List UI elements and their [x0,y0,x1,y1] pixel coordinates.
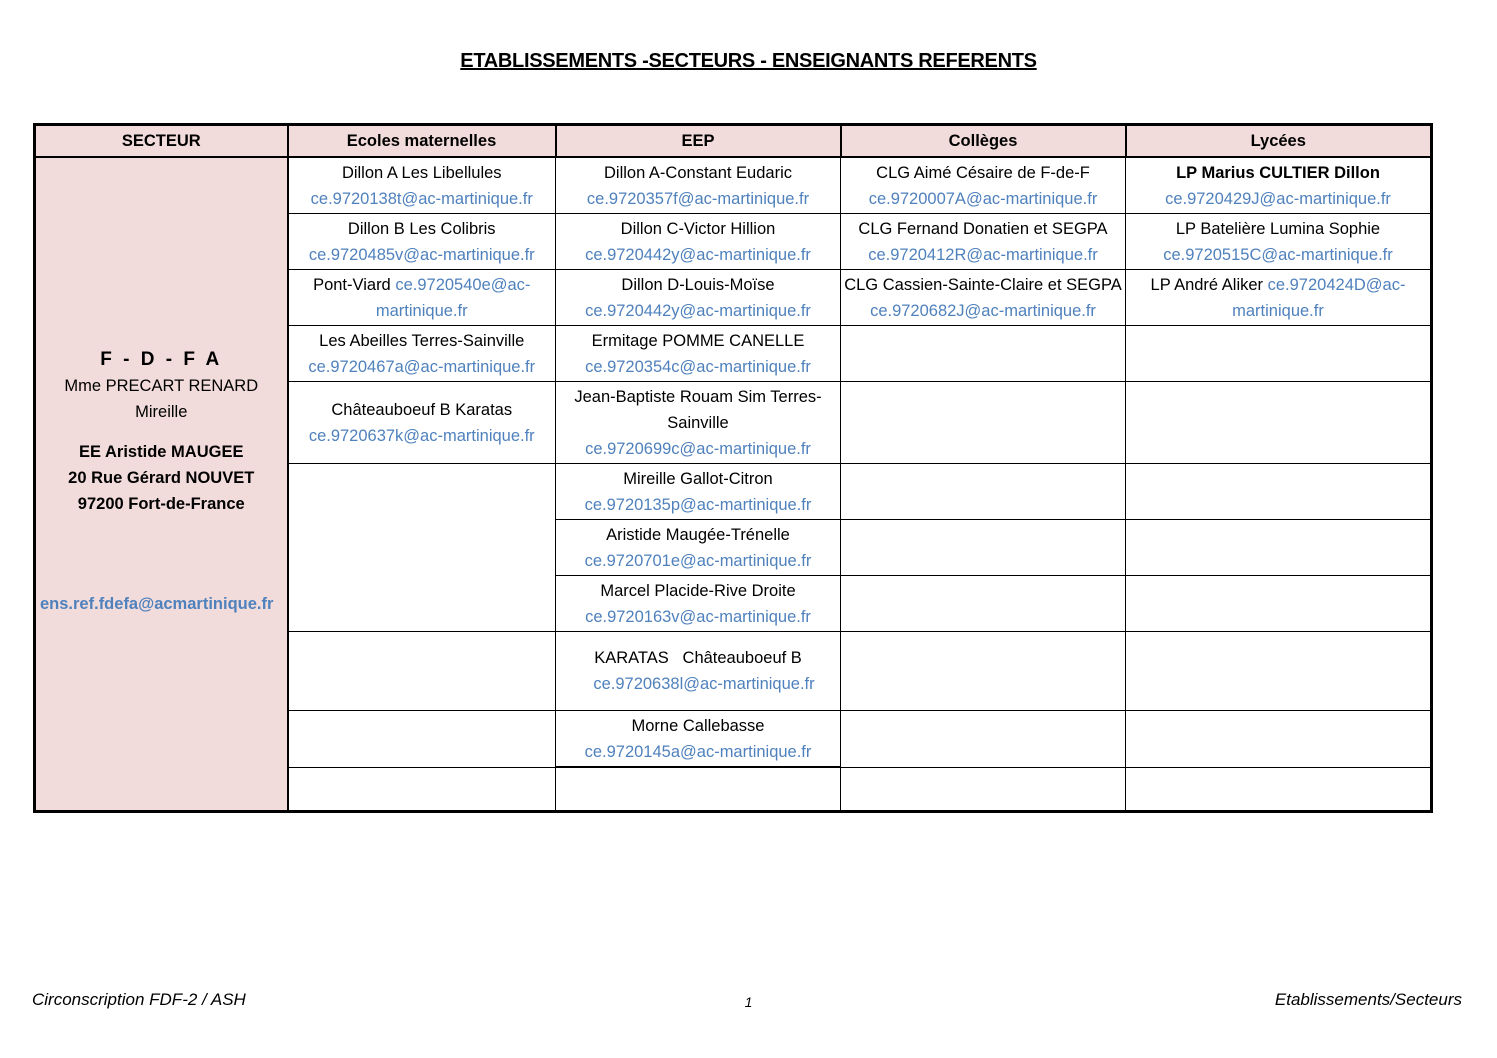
school-email-link[interactable]: ce.9720412R@ac-martinique.fr [868,246,1098,264]
college-cell-empty [841,326,1126,382]
sector-teacher-line1: Mme PRECART RENARD [64,376,259,395]
school-email-link-part2[interactable]: martinique.fr [375,302,468,320]
school-email-link-part1[interactable]: ce.9720540e@ac- [395,276,531,294]
footer-page-number: 1 [744,994,753,1010]
lycee-cell [1126,270,1432,326]
sector-address-line3: 97200 Fort-de-France [77,494,245,513]
school-name: LP André Aliker [1150,276,1268,294]
establishments-table [33,123,1433,813]
lycee-cell-empty [1126,711,1432,768]
college-cell-empty [841,464,1126,520]
school-email-link-part1[interactable]: ce.9720424D@ac- [1267,276,1406,294]
sector-cell [35,157,288,811]
school-name: Ermitage POMME CANELLE [591,332,805,350]
lycee-cell-empty [1126,767,1432,811]
lycee-cell-empty [1126,464,1432,520]
school-email-link[interactable]: ce.9720135p@ac-martinique.fr [584,496,812,514]
maternelle-cell-empty [288,767,556,811]
sector-code: F - D - F A [100,348,223,370]
header-maternelles: Ecoles maternelles [288,125,556,158]
table-row [35,157,1432,214]
school-email-link[interactable]: ce.9720442y@ac-martinique.fr [585,246,811,264]
school-name: Morne Callebasse [631,717,765,735]
school-email-link[interactable]: ce.9720701e@ac-martinique.fr [584,552,812,570]
school-email-link[interactable]: ce.9720682J@ac-martinique.fr [870,302,1096,320]
eep-cell [556,382,841,464]
school-name: Dillon A Les Libellules [341,164,502,182]
school-name: Dillon C-Victor Hillion [620,220,776,238]
eep-cell [556,214,841,270]
maternelle-cell-empty [288,464,556,632]
school-name: Les Abeilles Terres-Sainville [319,332,525,350]
school-email-link[interactable]: ce.9720007A@ac-martinique.fr [868,190,1098,208]
lycee-cell-empty [1126,520,1432,576]
school-email-link-part2[interactable]: martinique.fr [1232,302,1324,320]
school-name: LP Batelière Lumina Sophie [1175,220,1381,238]
sector-address-line2: 20 Rue Gérard NOUVET [68,468,255,487]
school-email-link[interactable]: ce.9720354c@ac-martinique.fr [585,358,811,376]
eep-cell [556,520,841,576]
eep-cell [556,576,841,632]
school-name: CLG Fernand Donatien et SEGPA [858,220,1108,238]
college-cell [841,157,1126,214]
page-title: ETABLISSEMENTS -SECTEURS - ENSEIGNANTS REFERENTS [460,50,1037,72]
school-email-link[interactable]: ce.9720138t@ac-martinique.fr [310,190,533,208]
school-name: KARATAS Châteauboeuf B [594,649,802,667]
footer-circonscription: Circonscription FDF-2 / ASH [32,990,246,1009]
school-name: Dillon B Les Colibris [347,220,496,238]
maternelle-cell-empty [288,711,556,768]
header-lycees: Lycées [1126,125,1432,158]
maternelle-cell [288,157,556,214]
eep-cell [556,711,841,768]
school-email-link[interactable]: ce.9720145a@ac-martinique.fr [584,743,812,761]
maternelle-cell [288,270,556,326]
school-name: Châteauboeuf B Karatas [331,401,513,419]
header-colleges: Collèges [841,125,1126,158]
school-email-link[interactable]: ce.9720485v@ac-martinique.fr [308,246,535,264]
eep-cell-empty [556,767,841,811]
school-email-link[interactable]: ce.9720515C@ac-martinique.fr [1163,246,1393,264]
school-email-link[interactable]: ce.9720638l@ac-martinique.fr [593,675,815,693]
school-name: Marcel Placide-Rive Droite [600,582,796,600]
college-cell-empty [841,632,1126,711]
school-email-link[interactable]: ce.9720163v@ac-martinique.fr [585,608,811,626]
eep-cell [556,632,841,711]
footer-section: Etablissements/Secteurs [1274,990,1462,1009]
school-name: CLG Cassien-Sainte-Claire et SEGPA [844,276,1122,294]
college-cell-empty [841,382,1126,464]
school-name: CLG Aimé Césaire de F-de-F [876,164,1090,182]
header-eep: EEP [556,125,841,158]
college-cell-empty [841,767,1126,811]
eep-cell [556,464,841,520]
school-name: Mireille Gallot-Citron [623,470,773,488]
school-email-link[interactable]: ce.9720429J@ac-martinique.fr [1165,190,1391,208]
lycee-cell [1126,214,1432,270]
school-email-link[interactable]: ce.9720467a@ac-martinique.fr [308,358,536,376]
maternelle-cell [288,214,556,270]
school-name-line1: Jean-Baptiste Rouam Sim Terres- [574,388,822,406]
lycee-cell [1126,157,1432,214]
sector-email-link[interactable]: ens.ref.fdefa@acmartinique.fr [40,594,274,613]
lycee-cell-empty [1126,576,1432,632]
header-row [35,125,1432,158]
school-name: Dillon A-Constant Eudaric [603,164,792,182]
maternelle-cell [288,326,556,382]
college-cell [841,270,1126,326]
school-email-link[interactable]: ce.9720637k@ac-martinique.fr [308,427,535,445]
sector-teacher-line2: Mireille [135,402,188,421]
school-name-line2: Sainville [667,414,729,432]
college-cell-empty [841,711,1126,768]
lycee-cell-empty [1126,382,1432,464]
lycee-cell-empty [1126,632,1432,711]
header-secteur: SECTEUR [35,125,288,158]
sector-address-line1: EE Aristide MAUGEE [79,442,244,461]
maternelle-cell [288,382,556,464]
school-name: Dillon D-Louis-Moïse [621,276,775,294]
eep-cell [556,157,841,214]
college-cell-empty [841,576,1126,632]
school-email-link[interactable]: ce.9720699c@ac-martinique.fr [585,440,811,458]
college-cell [841,214,1126,270]
eep-cell [556,270,841,326]
eep-cell [556,326,841,382]
maternelle-cell-empty [288,632,556,711]
school-email-link[interactable]: ce.9720357f@ac-martinique.fr [586,190,810,208]
lycee-cell-empty [1126,326,1432,382]
school-email-link[interactable]: ce.9720442y@ac-martinique.fr [585,302,811,320]
school-name: LP Marius CULTIER Dillon [1176,164,1380,182]
school-name: Aristide Maugée-Trénelle [606,526,790,544]
college-cell-empty [841,520,1126,576]
school-name: Pont-Viard [313,276,396,294]
